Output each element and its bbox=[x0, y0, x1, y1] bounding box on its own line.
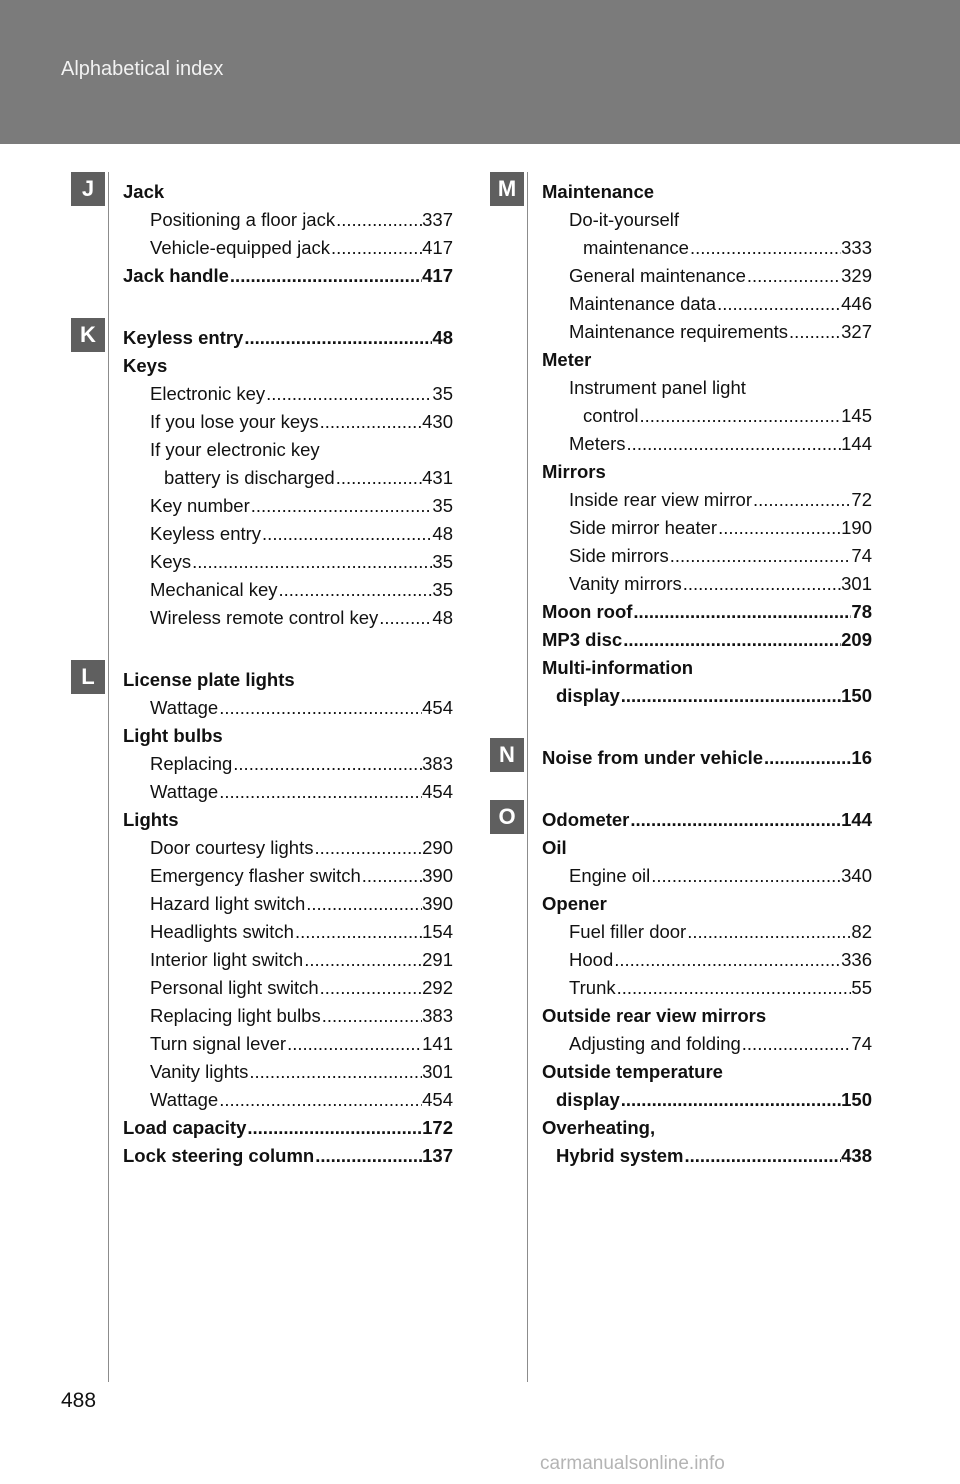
page-reference: 144 bbox=[841, 809, 872, 830]
index-section-m bbox=[497, 176, 872, 710]
page-reference: 55 bbox=[851, 977, 872, 998]
entry-text: Light bulbs bbox=[123, 725, 223, 746]
entry-text: Noise from under vehicle bbox=[542, 747, 764, 768]
dot-leader bbox=[752, 486, 851, 514]
page-reference: 336 bbox=[841, 949, 872, 970]
page-reference: 301 bbox=[841, 573, 872, 594]
index-section-k bbox=[80, 322, 453, 632]
entry-text: Vehicle-equipped jack bbox=[150, 237, 330, 258]
index-entry bbox=[123, 946, 453, 974]
page-reference: 337 bbox=[422, 209, 453, 230]
right-column-rule bbox=[527, 172, 528, 1382]
index-entry bbox=[542, 486, 872, 514]
entry-text: display bbox=[556, 1089, 620, 1110]
page-reference: 144 bbox=[841, 433, 872, 454]
dot-leader bbox=[243, 324, 432, 352]
index-entry bbox=[542, 918, 872, 946]
index-entry bbox=[542, 1030, 872, 1058]
entry-text: Mirrors bbox=[542, 461, 606, 482]
index-entry bbox=[542, 402, 872, 430]
index-entry bbox=[123, 1002, 453, 1030]
section-letter-badge: O bbox=[490, 800, 524, 834]
page-reference: 290 bbox=[422, 837, 453, 858]
index-entry bbox=[123, 1058, 453, 1086]
watermark: carmanualsonline.info bbox=[540, 1453, 725, 1474]
entry-text: Replacing light bulbs bbox=[150, 1005, 321, 1026]
dot-leader bbox=[682, 570, 841, 598]
index-heading bbox=[123, 436, 453, 464]
index-entry bbox=[542, 946, 872, 974]
page-reference: 48 bbox=[432, 523, 453, 544]
entry-text: Keyless entry bbox=[150, 523, 262, 544]
index-entry bbox=[542, 570, 872, 598]
page-header bbox=[0, 0, 960, 144]
index-entry bbox=[542, 514, 872, 542]
dot-leader bbox=[378, 604, 432, 632]
dot-leader bbox=[265, 380, 432, 408]
dot-leader bbox=[303, 946, 422, 974]
dot-leader bbox=[335, 464, 422, 492]
section-letter-badge: N bbox=[490, 738, 524, 772]
dot-leader bbox=[248, 1058, 422, 1086]
dot-leader bbox=[622, 626, 841, 654]
entry-text: Odometer bbox=[542, 809, 630, 830]
index-entry bbox=[542, 430, 872, 458]
index-entry bbox=[542, 290, 872, 318]
dot-leader bbox=[616, 974, 852, 1002]
entry-text: Key number bbox=[150, 495, 250, 516]
page-reference: 172 bbox=[422, 1117, 453, 1138]
index-heading bbox=[542, 654, 872, 682]
page-reference: 35 bbox=[432, 551, 453, 572]
index-entry bbox=[123, 262, 453, 290]
section-letter-badge: K bbox=[71, 318, 105, 352]
entry-text: Personal light switch bbox=[150, 977, 319, 998]
index-heading bbox=[542, 374, 872, 402]
page-reference: 190 bbox=[841, 517, 872, 538]
index-entry bbox=[123, 324, 453, 352]
entry-text: Load capacity bbox=[123, 1117, 247, 1138]
index-entry bbox=[123, 834, 453, 862]
page-reference: 383 bbox=[422, 753, 453, 774]
dot-leader bbox=[684, 1142, 842, 1170]
page-reference: 417 bbox=[422, 237, 453, 258]
right-index-column bbox=[497, 176, 872, 1170]
dot-leader bbox=[716, 290, 841, 318]
index-entry bbox=[123, 408, 453, 436]
page-reference: 291 bbox=[422, 949, 453, 970]
page-reference: 454 bbox=[422, 697, 453, 718]
entry-text: Oil bbox=[542, 837, 567, 858]
index-heading bbox=[123, 806, 453, 834]
entry-text: Positioning a floor jack bbox=[150, 209, 336, 230]
entry-text: Meters bbox=[569, 433, 626, 454]
entry-text: Wattage bbox=[150, 697, 219, 718]
page-reference: 35 bbox=[432, 383, 453, 404]
entry-text: Hybrid system bbox=[556, 1145, 684, 1166]
page-reference: 390 bbox=[422, 893, 453, 914]
page-reference: 74 bbox=[851, 545, 872, 566]
index-heading bbox=[123, 666, 453, 694]
page-reference: 301 bbox=[422, 1061, 453, 1082]
page-reference: 383 bbox=[422, 1005, 453, 1026]
index-heading bbox=[542, 178, 872, 206]
index-entry bbox=[542, 234, 872, 262]
page-reference: 454 bbox=[422, 781, 453, 802]
page-reference: 74 bbox=[851, 1033, 872, 1054]
dot-leader bbox=[788, 318, 841, 346]
dot-leader bbox=[314, 1142, 422, 1170]
dot-leader bbox=[218, 694, 422, 722]
entry-text: Turn signal lever bbox=[150, 1033, 287, 1054]
index-entry bbox=[542, 682, 872, 710]
page-reference: 35 bbox=[432, 579, 453, 600]
entry-text: Lights bbox=[123, 809, 179, 830]
entry-text: Wattage bbox=[150, 781, 219, 802]
dot-leader bbox=[319, 408, 422, 436]
index-entry bbox=[123, 974, 453, 1002]
entry-text: Side mirror heater bbox=[569, 517, 718, 538]
page-reference: 431 bbox=[422, 467, 453, 488]
index-entry bbox=[542, 262, 872, 290]
page-reference: 48 bbox=[432, 607, 453, 628]
page-reference: 430 bbox=[422, 411, 453, 432]
page-reference: 292 bbox=[422, 977, 453, 998]
page-number: 488 bbox=[61, 1389, 97, 1412]
dot-leader bbox=[218, 778, 422, 806]
dot-leader bbox=[650, 862, 841, 890]
index-entry bbox=[123, 778, 453, 806]
dot-leader bbox=[305, 890, 422, 918]
entry-text: Keys bbox=[123, 355, 168, 376]
left-index-column bbox=[80, 176, 453, 1170]
page-reference: 137 bbox=[422, 1145, 453, 1166]
entry-text: Side mirrors bbox=[569, 545, 669, 566]
entry-text: Wattage bbox=[150, 1089, 219, 1110]
entry-text: control bbox=[583, 405, 639, 426]
entry-text: Maintenance bbox=[542, 181, 655, 202]
entry-text: Engine oil bbox=[569, 865, 651, 886]
dot-leader bbox=[321, 1002, 422, 1030]
index-entry bbox=[123, 492, 453, 520]
index-entry bbox=[542, 542, 872, 570]
dot-leader bbox=[330, 234, 422, 262]
dot-leader bbox=[261, 520, 432, 548]
dot-leader bbox=[286, 1030, 422, 1058]
dot-leader bbox=[335, 206, 422, 234]
index-section-l bbox=[81, 664, 453, 1170]
dot-leader bbox=[639, 402, 842, 430]
page-reference: 82 bbox=[851, 921, 872, 942]
index-entry bbox=[542, 974, 872, 1002]
entry-text: Trunk bbox=[569, 977, 616, 998]
entry-text: Opener bbox=[542, 893, 607, 914]
entry-text: Do-it-yourself bbox=[569, 209, 679, 230]
entry-text: Maintenance data bbox=[569, 293, 717, 314]
dot-leader bbox=[620, 682, 841, 710]
entry-text: Fuel filler door bbox=[569, 921, 687, 942]
index-heading bbox=[123, 722, 453, 750]
index-entry bbox=[542, 862, 872, 890]
entry-text: Electronic key bbox=[150, 383, 266, 404]
index-entry bbox=[123, 548, 453, 576]
index-entry bbox=[542, 806, 872, 834]
entry-text: Wireless remote control key bbox=[150, 607, 379, 628]
entry-text: Keyless entry bbox=[123, 327, 244, 348]
page-reference: 72 bbox=[851, 489, 872, 510]
page-reference: 327 bbox=[841, 321, 872, 342]
entry-text: Jack handle bbox=[123, 265, 229, 286]
dot-leader bbox=[717, 514, 841, 542]
index-entry bbox=[542, 1142, 872, 1170]
index-entry bbox=[542, 318, 872, 346]
page-reference: 209 bbox=[841, 629, 872, 650]
dot-leader bbox=[278, 576, 433, 604]
index-entry bbox=[123, 750, 453, 778]
entry-text: Door courtesy lights bbox=[150, 837, 314, 858]
entry-text: Emergency flasher switch bbox=[150, 865, 361, 886]
page-reference: 35 bbox=[432, 495, 453, 516]
page-reference: 446 bbox=[841, 293, 872, 314]
entry-text: Lock steering column bbox=[123, 1145, 315, 1166]
index-entry bbox=[542, 1086, 872, 1114]
page-reference: 417 bbox=[422, 265, 453, 286]
dot-leader bbox=[319, 974, 422, 1002]
dot-leader bbox=[613, 946, 841, 974]
section-letter-badge: J bbox=[71, 172, 105, 206]
section-letter-badge: L bbox=[71, 660, 105, 694]
index-entry bbox=[123, 576, 453, 604]
index-heading bbox=[542, 346, 872, 374]
dot-leader bbox=[626, 430, 842, 458]
page-reference: 390 bbox=[422, 865, 453, 886]
index-entry bbox=[542, 598, 872, 626]
index-entry bbox=[123, 234, 453, 262]
entry-text: MP3 disc bbox=[542, 629, 623, 650]
index-entry bbox=[542, 744, 872, 772]
dot-leader bbox=[632, 598, 851, 626]
index-entry bbox=[123, 862, 453, 890]
dot-leader bbox=[250, 492, 433, 520]
entry-text: Hazard light switch bbox=[150, 893, 306, 914]
index-heading bbox=[542, 458, 872, 486]
page-reference: 78 bbox=[851, 601, 872, 622]
dot-leader bbox=[620, 1086, 841, 1114]
header-title: Alphabetical index bbox=[61, 58, 224, 80]
page-reference: 438 bbox=[841, 1145, 872, 1166]
dot-leader bbox=[246, 1114, 422, 1142]
entry-text: Meter bbox=[542, 349, 592, 370]
page-reference: 150 bbox=[841, 1089, 872, 1110]
entry-text: Replacing bbox=[150, 753, 233, 774]
dot-leader bbox=[229, 262, 422, 290]
dot-leader bbox=[232, 750, 422, 778]
entry-text: Moon roof bbox=[542, 601, 633, 622]
entry-text: Outside rear view mirrors bbox=[542, 1005, 767, 1026]
entry-text: Keys bbox=[150, 551, 192, 572]
index-entry bbox=[123, 1086, 453, 1114]
section-letter-badge: M bbox=[490, 172, 524, 206]
dot-leader bbox=[689, 234, 841, 262]
entry-text: Vanity lights bbox=[150, 1061, 249, 1082]
index-entry bbox=[123, 206, 453, 234]
entry-text: Adjusting and folding bbox=[569, 1033, 741, 1054]
index-heading bbox=[123, 352, 453, 380]
entry-text: battery is discharged bbox=[164, 467, 335, 488]
entry-text: Headlights switch bbox=[150, 921, 294, 942]
index-heading bbox=[123, 178, 453, 206]
dot-leader bbox=[669, 542, 852, 570]
entry-text: Maintenance requirements bbox=[569, 321, 789, 342]
index-entry bbox=[123, 918, 453, 946]
entry-text: If you lose your keys bbox=[150, 411, 319, 432]
entry-text: Instrument panel light bbox=[569, 377, 746, 398]
index-entry bbox=[123, 694, 453, 722]
entry-text: Hood bbox=[569, 949, 614, 970]
index-entry bbox=[123, 1142, 453, 1170]
index-section-j bbox=[81, 176, 453, 290]
entry-text: License plate lights bbox=[123, 669, 295, 690]
entry-text: Overheating, bbox=[542, 1117, 656, 1138]
index-entry bbox=[123, 1114, 453, 1142]
entry-text: Inside rear view mirror bbox=[569, 489, 752, 510]
dot-leader bbox=[741, 1030, 852, 1058]
entry-text: Mechanical key bbox=[150, 579, 278, 600]
entry-text: Outside temperature bbox=[542, 1061, 723, 1082]
page-reference: 145 bbox=[841, 405, 872, 426]
index-section-o bbox=[498, 804, 872, 1170]
page-reference: 141 bbox=[422, 1033, 453, 1054]
page-reference: 16 bbox=[851, 747, 872, 768]
left-column-rule bbox=[108, 172, 109, 1382]
entry-text: display bbox=[556, 685, 620, 706]
page-reference: 154 bbox=[422, 921, 453, 942]
index-entry bbox=[123, 890, 453, 918]
dot-leader bbox=[763, 744, 851, 772]
page-reference: 150 bbox=[841, 685, 872, 706]
index-entry bbox=[123, 604, 453, 632]
page-reference: 454 bbox=[422, 1089, 453, 1110]
dot-leader bbox=[629, 806, 841, 834]
index-heading bbox=[542, 206, 872, 234]
dot-leader bbox=[294, 918, 422, 946]
dot-leader bbox=[313, 834, 422, 862]
index-entry bbox=[542, 626, 872, 654]
entry-text: Interior light switch bbox=[150, 949, 304, 970]
page-reference: 329 bbox=[841, 265, 872, 286]
page-reference: 340 bbox=[841, 865, 872, 886]
entry-text: Vanity mirrors bbox=[569, 573, 682, 594]
page-reference: 48 bbox=[432, 327, 453, 348]
page-reference: 333 bbox=[841, 237, 872, 258]
entry-text: If your electronic key bbox=[150, 439, 320, 460]
index-heading bbox=[542, 1058, 872, 1086]
dot-leader bbox=[218, 1086, 422, 1114]
index-entry bbox=[123, 464, 453, 492]
index-entry bbox=[123, 520, 453, 548]
index-entry bbox=[123, 380, 453, 408]
index-section-n bbox=[499, 742, 872, 772]
dot-leader bbox=[686, 918, 851, 946]
dot-leader bbox=[361, 862, 422, 890]
dot-leader bbox=[746, 262, 841, 290]
entry-text: Multi-information bbox=[542, 657, 694, 678]
entry-text: Jack bbox=[123, 181, 165, 202]
entry-text: maintenance bbox=[583, 237, 689, 258]
index-heading bbox=[542, 1114, 872, 1142]
dot-leader bbox=[191, 548, 432, 576]
index-heading bbox=[542, 1002, 872, 1030]
entry-text: General maintenance bbox=[569, 265, 746, 286]
index-heading bbox=[542, 834, 872, 862]
index-heading bbox=[542, 890, 872, 918]
index-entry bbox=[123, 1030, 453, 1058]
